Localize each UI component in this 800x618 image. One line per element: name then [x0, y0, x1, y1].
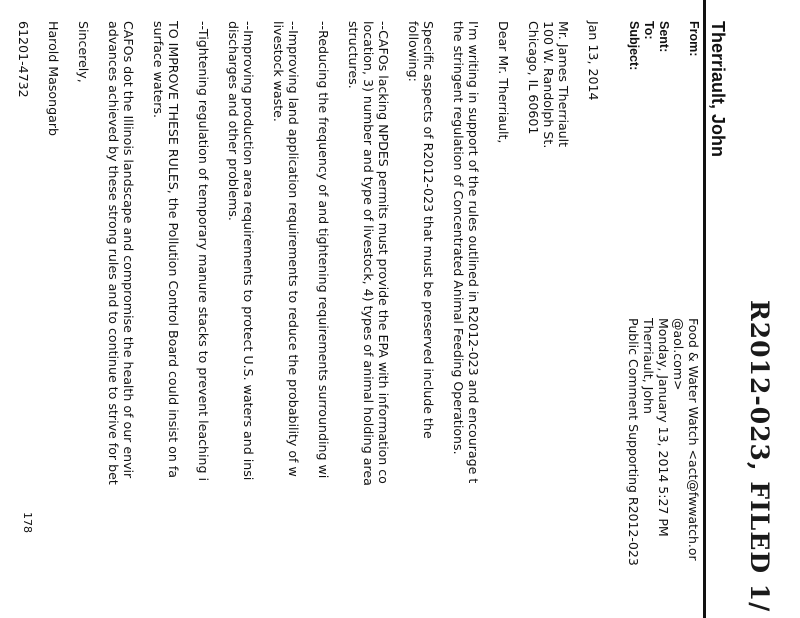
from-value-line-1: Food & Water Watch <act@fwwatch.or	[686, 318, 701, 561]
signoff: Sincerely,	[76, 21, 91, 83]
signer-name: Harold Masongarb	[46, 21, 61, 137]
closing-para-line-2: advances achieved by these strong rules and to continue to strive for bet	[106, 21, 121, 485]
point-4-line-2: discharges and other problems.	[226, 21, 241, 221]
signer-zip: 61201-4732	[16, 21, 31, 98]
from-value-line-2: @aol.com>	[671, 318, 686, 391]
from-label: From:	[687, 21, 701, 57]
point-1-line-3: structures.	[346, 21, 361, 89]
point-3-line-2: livestock waste.	[271, 21, 286, 122]
point-2-line-1: --Reducing the frequency of and tightening requirements surrounding wi	[316, 21, 331, 479]
point-1-line-1: --CAFOs lacking NPDES permits must provide the EPA with information co	[376, 21, 391, 484]
filing-stamp: R2012-023, FILED 1/	[745, 300, 774, 613]
address-line-3: Chicago, IL 60601	[526, 21, 541, 135]
page-number: 178	[21, 512, 34, 533]
sent-label: Sent:	[657, 21, 671, 53]
header-rule	[703, 0, 706, 618]
point-4-line-1: --Improving production area requirements to protect U.S. waters and insi	[241, 21, 256, 481]
address-line-2: 100 W. Randolph St.	[541, 21, 556, 149]
intro-line-1: I'm writing in support of the rules outlined in R2012-023 and encourage t	[466, 21, 481, 484]
point-1-line-2: location, 3) number and type of livestock, 4) types of animal holding area	[361, 21, 376, 486]
subject-label: Subject:	[627, 21, 641, 71]
point-5-line-1: --Tightening regulation of temporary manure stacks to prevent leaching i	[196, 21, 211, 482]
intro-line-2: the stringent regulation of Concentrated Animal Feeding Operations.	[451, 21, 466, 455]
sent-value: Monday, January 13, 2014 5:27 PM	[656, 318, 671, 537]
letter-date: Jan 13, 2014	[586, 21, 601, 101]
point-3-line-1: --Improving land application requirements to reduce the probability of w	[286, 21, 301, 477]
closing-para-line-1: CAFOs dot the Illinois landscape and compromise the health of our envir	[121, 21, 136, 479]
sender-name: Therriault, John	[708, 21, 728, 158]
to-label: To:	[642, 21, 656, 40]
to-value: Therriault, John	[641, 318, 656, 414]
aspects-intro-line-1: Specific aspects of R2012-023 that must be preserved include the	[421, 21, 436, 439]
improve-line-2: surface waters.	[151, 21, 166, 118]
aspects-intro-line-2: following:	[406, 21, 421, 82]
improve-line-1: TO IMPROVE THESE RULES, the Pollution Control Board could insist on fa	[166, 21, 181, 478]
address-line-1: Mr. James Therriault	[556, 21, 571, 148]
salutation: Dear Mr. Therriault,	[496, 21, 511, 144]
subject-value: Public Comment Supporting R2012-023	[626, 318, 641, 566]
